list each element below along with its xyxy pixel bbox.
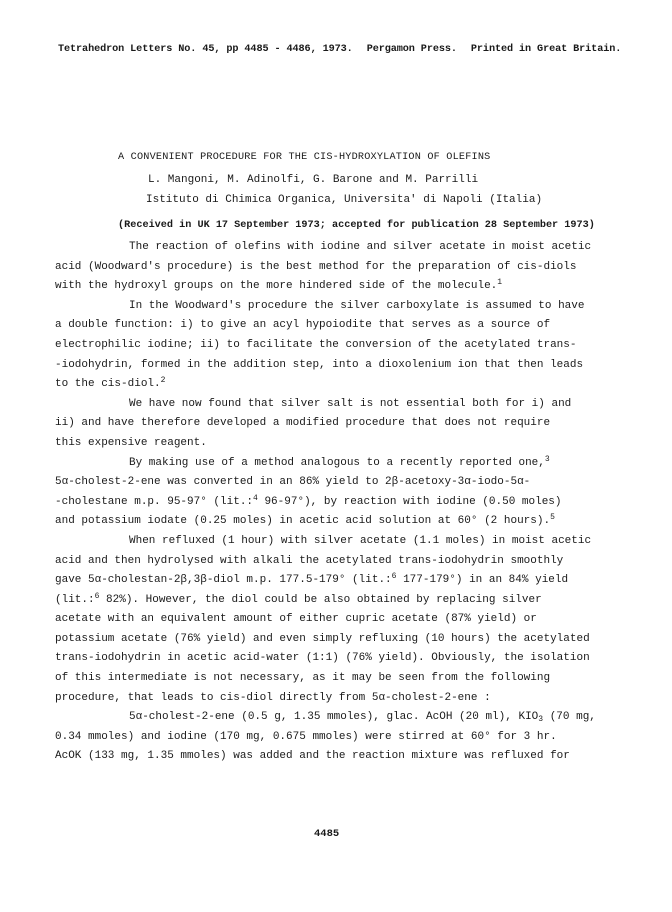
text-span: By making use of a method analogous to a recently reported one, xyxy=(129,456,545,469)
text-line: trans-iodohydrin in acetic acid-water (1:1) (76% yield). Obviously, the isolation xyxy=(55,652,590,665)
text-span: (70 mg, xyxy=(543,711,596,724)
page-number: 4485 xyxy=(314,828,340,840)
article-title: A CONVENIENT PROCEDURE FOR THE CIS-HYDROXYLATION OF OLEFINS xyxy=(118,152,491,163)
text-line xyxy=(55,512,630,532)
text-span: gave 5α-cholestan-2β,3β-diol m.p. 177.5-179° (lit.: xyxy=(55,574,392,587)
text-span: 96-97°), by reaction with iodine (0.50 moles) xyxy=(257,495,562,508)
text-line: The reaction of olefins with iodine and silver acetate in moist acetic xyxy=(129,241,592,253)
text-span: 5α-cholest-2-ene (0.5 g, 1.35 mmoles), glac. AcOH (20 ml), KIO xyxy=(129,711,539,724)
journal-header xyxy=(58,44,629,55)
reference-marker: 2 xyxy=(160,376,166,386)
reference-marker: 6 xyxy=(94,591,100,601)
reference-marker: 3 xyxy=(544,454,550,464)
journal-citation: Tetrahedron Letters No. 45, pp 4485 - 4486, 1973. xyxy=(58,44,353,55)
text-line: acid and then hydrolysed with alkali the acetylated trans-iodohydrin smoothly xyxy=(55,554,564,567)
text-span: and potassium iodate (0.25 moles) in acetic acid solution at 60° (2 hours). xyxy=(55,515,551,528)
text-span: (lit.: xyxy=(55,593,95,606)
text-line: 0.34 mmoles) and iodine (170 mg, 0.675 mmoles) were stirred at 60° for 3 hr. xyxy=(55,730,557,743)
text-line xyxy=(55,454,630,474)
text-line: acid (Woodward's procedure) is the best method for the preparation of cis-diols xyxy=(55,260,577,273)
authors: L. Mangoni, M. Adinolfi, G. Barone and M. Parrilli xyxy=(148,174,479,186)
text-span: -cholestane m.p. 95-97° (lit.: xyxy=(55,495,254,508)
text-line: ii) and have therefore developed a modified procedure that does not require xyxy=(55,417,551,430)
received-date: (Received in UK 17 September 1973; accepted for publication 28 September 1973) xyxy=(118,220,595,231)
text-line: acetate with an equivalent amount of either cupric acetate (87% yield) or xyxy=(55,613,537,626)
text-line: potassium acetate (76% yield) and even simply refluxing (10 hours) the acetylated xyxy=(55,632,590,645)
text-line xyxy=(55,571,630,591)
printed-in: Printed in Great Britain. xyxy=(470,44,622,55)
text-line xyxy=(55,591,630,611)
text-line: of this intermediate is not necessary, as it may be seen from the following xyxy=(55,672,551,685)
text-line xyxy=(55,708,630,728)
text-line: a double function: i) to give an acyl hypoiodite that serves as a source of xyxy=(55,319,551,332)
text-span: 177-179°) in an 84% yield xyxy=(396,574,569,587)
text-line: When refluxed (1 hour) with silver acetate (1.1 moles) in moist acetic xyxy=(129,534,592,547)
publisher: Pergamon Press. xyxy=(366,44,457,55)
text-line: AcOK (133 mg, 1.35 mmoles) was added and the reaction mixture was refluxed for xyxy=(55,750,570,763)
reference-marker: 1 xyxy=(497,278,503,288)
text-line: In the Woodward's procedure the silver carboxylate is assumed to have xyxy=(129,299,585,312)
text-line: -iodohydrin, formed in the addition step, into a dioxolenium ion that then leads xyxy=(55,358,584,371)
reference-marker: 6 xyxy=(391,572,397,582)
subscript: 3 xyxy=(538,715,544,725)
text-span: with the hydroxyl groups on the more hindered side of the molecule. xyxy=(55,280,498,293)
text-line xyxy=(55,375,630,395)
text-line: 5α-cholest-2-ene was converted in an 86% yield to 2β-acetoxy-3α-iodo-5α- xyxy=(55,476,531,489)
text-line: We have now found that silver salt is not essential both for i) and xyxy=(129,397,572,410)
text-line: this expensive reagent. xyxy=(55,436,207,449)
text-line: electrophilic iodine; ii) to facilitate the conversion of the acetylated trans- xyxy=(55,338,577,351)
reference-marker: 5 xyxy=(550,513,555,523)
text-line xyxy=(55,277,630,297)
text-span: 82%). However, the diol could be also obtained by replacing silver xyxy=(99,593,542,606)
affiliation: Istituto di Chimica Organica, Universita' di Napoli (Italia) xyxy=(146,194,543,206)
text-span: to the cis-diol. xyxy=(55,378,161,391)
article-body xyxy=(55,238,630,767)
text-line xyxy=(55,493,630,513)
reference-marker: 4 xyxy=(253,493,258,503)
text-line: procedure, that leads to cis-diol directly from 5α-cholest-2-ene : xyxy=(55,691,491,704)
